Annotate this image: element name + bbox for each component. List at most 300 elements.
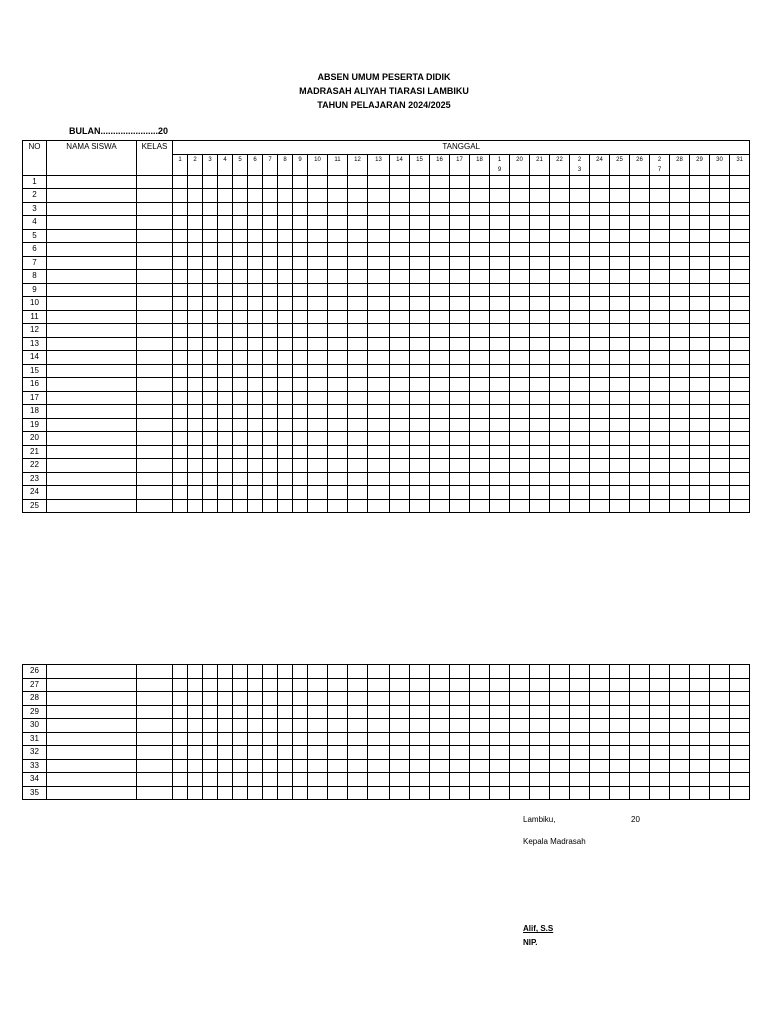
attendance-cell	[670, 445, 690, 459]
attendance-cell	[308, 705, 328, 719]
attendance-cell	[470, 786, 490, 800]
attendance-cell	[430, 692, 450, 706]
attendance-cell	[490, 297, 510, 311]
row-number: 21	[23, 445, 47, 459]
attendance-cell	[490, 337, 510, 351]
attendance-cell	[530, 719, 550, 733]
attendance-cell	[510, 786, 530, 800]
attendance-cell	[203, 243, 218, 257]
attendance-cell	[218, 759, 233, 773]
attendance-cell	[530, 202, 550, 216]
attendance-cell	[203, 310, 218, 324]
attendance-cell	[570, 378, 590, 392]
attendance-cell	[308, 692, 328, 706]
attendance-cell	[248, 665, 263, 679]
attendance-cell	[610, 746, 630, 760]
attendance-cell	[470, 678, 490, 692]
attendance-cell	[690, 773, 710, 787]
attendance-cell	[630, 719, 650, 733]
attendance-cell	[368, 283, 390, 297]
attendance-cell	[263, 445, 278, 459]
attendance-cell	[203, 391, 218, 405]
attendance-cell	[510, 189, 530, 203]
attendance-cell	[188, 270, 203, 284]
attendance-cell	[630, 786, 650, 800]
attendance-cell	[610, 773, 630, 787]
attendance-cell	[390, 459, 410, 473]
attendance-cell	[430, 189, 450, 203]
attendance-cell	[730, 445, 750, 459]
attendance-cell	[530, 364, 550, 378]
attendance-cell	[470, 719, 490, 733]
attendance-cell	[218, 786, 233, 800]
table-row	[23, 418, 750, 432]
attendance-cell	[590, 391, 610, 405]
student-name-cell	[47, 759, 137, 773]
attendance-cell	[390, 405, 410, 419]
class-cell	[137, 459, 173, 473]
attendance-cell	[173, 283, 188, 297]
attendance-cell	[293, 405, 308, 419]
attendance-cell	[348, 445, 368, 459]
attendance-cell	[430, 364, 450, 378]
attendance-cell	[730, 283, 750, 297]
attendance-cell	[173, 705, 188, 719]
attendance-cell	[550, 405, 570, 419]
attendance-cell	[233, 432, 248, 446]
attendance-cell	[710, 391, 730, 405]
attendance-cell	[218, 391, 233, 405]
attendance-cell	[368, 351, 390, 365]
attendance-cell	[293, 337, 308, 351]
attendance-cell	[348, 391, 368, 405]
attendance-cell	[490, 202, 510, 216]
signature-year: 20	[631, 815, 640, 824]
attendance-cell	[263, 499, 278, 513]
attendance-cell	[450, 175, 470, 189]
attendance-cell	[348, 243, 368, 257]
attendance-cell	[470, 391, 490, 405]
attendance-cell	[308, 732, 328, 746]
attendance-cell	[470, 337, 490, 351]
attendance-cell	[390, 189, 410, 203]
attendance-cell	[450, 405, 470, 419]
attendance-cell	[610, 256, 630, 270]
attendance-cell	[710, 337, 730, 351]
attendance-cell	[263, 202, 278, 216]
attendance-cell	[710, 189, 730, 203]
attendance-cell	[308, 337, 328, 351]
table-row	[23, 759, 750, 773]
attendance-cell	[410, 310, 430, 324]
attendance-cell	[248, 202, 263, 216]
attendance-cell	[173, 432, 188, 446]
attendance-cell	[218, 378, 233, 392]
attendance-cell	[173, 243, 188, 257]
attendance-cell	[450, 189, 470, 203]
table-row	[23, 391, 750, 405]
attendance-cell	[368, 324, 390, 338]
attendance-cell	[610, 705, 630, 719]
attendance-cell	[173, 391, 188, 405]
attendance-cell	[690, 297, 710, 311]
attendance-cell	[730, 378, 750, 392]
attendance-cell	[348, 283, 368, 297]
attendance-cell	[630, 486, 650, 500]
attendance-cell	[410, 364, 430, 378]
attendance-cell	[263, 705, 278, 719]
attendance-cell	[590, 270, 610, 284]
table-row	[23, 175, 750, 189]
attendance-cell	[550, 283, 570, 297]
attendance-cell	[248, 283, 263, 297]
attendance-cell	[510, 665, 530, 679]
attendance-cell	[590, 405, 610, 419]
attendance-cell	[430, 665, 450, 679]
attendance-cell	[278, 405, 293, 419]
attendance-cell	[173, 486, 188, 500]
attendance-cell	[550, 351, 570, 365]
attendance-cell	[650, 759, 670, 773]
attendance-cell	[610, 270, 630, 284]
attendance-cell	[293, 351, 308, 365]
attendance-cell	[690, 445, 710, 459]
attendance-cell	[293, 175, 308, 189]
attendance-cell	[490, 270, 510, 284]
student-name-cell	[47, 229, 137, 243]
attendance-cell	[630, 432, 650, 446]
attendance-cell	[690, 705, 710, 719]
attendance-cell	[630, 445, 650, 459]
attendance-cell	[470, 472, 490, 486]
attendance-cell	[570, 391, 590, 405]
attendance-cell	[530, 229, 550, 243]
attendance-cell	[430, 499, 450, 513]
attendance-cell	[203, 405, 218, 419]
attendance-cell	[173, 418, 188, 432]
attendance-cell	[730, 189, 750, 203]
attendance-cell	[570, 189, 590, 203]
attendance-cell	[233, 719, 248, 733]
attendance-cell	[233, 351, 248, 365]
attendance-cell	[730, 270, 750, 284]
attendance-cell	[730, 786, 750, 800]
attendance-cell	[650, 189, 670, 203]
attendance-cell	[670, 418, 690, 432]
attendance-cell	[650, 256, 670, 270]
attendance-cell	[173, 719, 188, 733]
attendance-cell	[690, 202, 710, 216]
table-row	[23, 678, 750, 692]
attendance-cell	[610, 391, 630, 405]
attendance-cell	[550, 175, 570, 189]
attendance-cell	[630, 270, 650, 284]
attendance-cell	[610, 351, 630, 365]
attendance-cell	[610, 189, 630, 203]
attendance-cell	[263, 486, 278, 500]
attendance-cell	[308, 746, 328, 760]
attendance-cell	[730, 391, 750, 405]
attendance-cell	[450, 418, 470, 432]
attendance-cell	[278, 432, 293, 446]
attendance-cell	[218, 445, 233, 459]
attendance-cell	[218, 692, 233, 706]
attendance-cell	[368, 229, 390, 243]
attendance-cell	[218, 405, 233, 419]
attendance-cell	[278, 391, 293, 405]
attendance-cell	[670, 732, 690, 746]
attendance-cell	[590, 472, 610, 486]
attendance-cell	[490, 472, 510, 486]
attendance-cell	[730, 256, 750, 270]
attendance-cell	[278, 678, 293, 692]
attendance-cell	[293, 310, 308, 324]
attendance-cell	[188, 256, 203, 270]
attendance-cell	[650, 324, 670, 338]
attendance-cell	[278, 202, 293, 216]
attendance-cell	[390, 432, 410, 446]
attendance-cell	[233, 283, 248, 297]
day-header-16: 16	[430, 154, 450, 175]
student-name-cell	[47, 364, 137, 378]
attendance-cell	[570, 175, 590, 189]
attendance-cell	[348, 189, 368, 203]
attendance-cell	[430, 351, 450, 365]
attendance-cell	[173, 746, 188, 760]
attendance-cell	[570, 746, 590, 760]
attendance-cell	[328, 364, 348, 378]
attendance-cell	[390, 692, 410, 706]
table-row	[23, 786, 750, 800]
day-header-8: 8	[278, 154, 293, 175]
attendance-cell	[390, 243, 410, 257]
attendance-cell	[218, 337, 233, 351]
attendance-cell	[293, 732, 308, 746]
table-row	[23, 202, 750, 216]
attendance-cell	[430, 486, 450, 500]
attendance-cell	[348, 692, 368, 706]
attendance-cell	[293, 202, 308, 216]
attendance-cell	[730, 665, 750, 679]
attendance-cell	[203, 351, 218, 365]
attendance-cell	[233, 297, 248, 311]
attendance-cell	[550, 243, 570, 257]
attendance-cell	[690, 351, 710, 365]
attendance-cell	[410, 499, 430, 513]
attendance-cell	[610, 732, 630, 746]
attendance-cell	[510, 773, 530, 787]
attendance-cell	[730, 432, 750, 446]
attendance-cell	[203, 216, 218, 230]
attendance-cell	[410, 391, 430, 405]
attendance-cell	[430, 459, 450, 473]
attendance-cell	[248, 175, 263, 189]
attendance-cell	[590, 229, 610, 243]
attendance-cell	[690, 719, 710, 733]
day-header-3: 3	[203, 154, 218, 175]
attendance-cell	[630, 391, 650, 405]
attendance-cell	[218, 270, 233, 284]
attendance-cell	[278, 786, 293, 800]
attendance-cell	[308, 432, 328, 446]
attendance-cell	[368, 189, 390, 203]
attendance-cell	[263, 786, 278, 800]
attendance-cell	[590, 746, 610, 760]
attendance-cell	[650, 773, 670, 787]
attendance-cell	[390, 732, 410, 746]
attendance-cell	[390, 378, 410, 392]
class-cell	[137, 678, 173, 692]
attendance-cell	[630, 759, 650, 773]
attendance-cell	[430, 786, 450, 800]
table-row	[23, 297, 750, 311]
attendance-cell	[308, 364, 328, 378]
attendance-cell	[450, 665, 470, 679]
attendance-cell	[490, 692, 510, 706]
attendance-cell	[690, 692, 710, 706]
attendance-cell	[188, 719, 203, 733]
attendance-cell	[710, 705, 730, 719]
attendance-cell	[328, 705, 348, 719]
attendance-table-part-2	[22, 664, 750, 800]
attendance-cell	[218, 324, 233, 338]
attendance-cell	[203, 324, 218, 338]
attendance-cell	[173, 216, 188, 230]
attendance-cell	[203, 499, 218, 513]
attendance-cell	[278, 310, 293, 324]
attendance-cell	[218, 773, 233, 787]
attendance-cell	[650, 432, 670, 446]
table-row	[23, 432, 750, 446]
attendance-cell	[470, 270, 490, 284]
day-header-19: 1 9	[490, 154, 510, 175]
attendance-cell	[470, 351, 490, 365]
attendance-cell	[203, 786, 218, 800]
attendance-cell	[490, 665, 510, 679]
attendance-cell	[233, 391, 248, 405]
attendance-cell	[430, 202, 450, 216]
student-name-cell	[47, 202, 137, 216]
attendance-cell	[450, 202, 470, 216]
attendance-cell	[730, 472, 750, 486]
attendance-cell	[550, 705, 570, 719]
attendance-cell	[530, 324, 550, 338]
day-header-30: 30	[710, 154, 730, 175]
attendance-cell	[188, 297, 203, 311]
attendance-cell	[368, 786, 390, 800]
attendance-cell	[203, 746, 218, 760]
attendance-cell	[203, 364, 218, 378]
attendance-cell	[348, 499, 368, 513]
attendance-cell	[248, 432, 263, 446]
attendance-cell	[248, 692, 263, 706]
attendance-cell	[328, 351, 348, 365]
attendance-cell	[530, 459, 550, 473]
attendance-cell	[308, 719, 328, 733]
attendance-cell	[610, 499, 630, 513]
attendance-cell	[530, 283, 550, 297]
class-cell	[137, 705, 173, 719]
attendance-cell	[368, 773, 390, 787]
attendance-cell	[590, 351, 610, 365]
class-cell	[137, 378, 173, 392]
attendance-cell	[308, 351, 328, 365]
attendance-cell	[690, 175, 710, 189]
table-row	[23, 229, 750, 243]
class-cell	[137, 759, 173, 773]
attendance-cell	[710, 486, 730, 500]
attendance-cell	[730, 705, 750, 719]
attendance-cell	[630, 732, 650, 746]
attendance-cell	[390, 678, 410, 692]
attendance-cell	[293, 216, 308, 230]
attendance-cell	[293, 243, 308, 257]
day-header-18: 18	[470, 154, 490, 175]
row-number: 17	[23, 391, 47, 405]
day-header-25: 25	[610, 154, 630, 175]
attendance-cell	[368, 746, 390, 760]
attendance-cell	[710, 773, 730, 787]
attendance-cell	[263, 256, 278, 270]
attendance-cell	[470, 418, 490, 432]
attendance-cell	[490, 746, 510, 760]
attendance-cell	[203, 459, 218, 473]
row-number: 31	[23, 732, 47, 746]
day-header-6: 6	[248, 154, 263, 175]
attendance-cell	[490, 705, 510, 719]
attendance-cell	[203, 773, 218, 787]
attendance-cell	[450, 283, 470, 297]
attendance-cell	[570, 216, 590, 230]
attendance-cell	[410, 472, 430, 486]
attendance-cell	[203, 705, 218, 719]
attendance-cell	[470, 256, 490, 270]
attendance-cell	[630, 665, 650, 679]
attendance-cell	[348, 705, 368, 719]
attendance-cell	[368, 459, 390, 473]
attendance-cell	[570, 418, 590, 432]
attendance-cell	[710, 405, 730, 419]
attendance-cell	[293, 665, 308, 679]
attendance-cell	[263, 405, 278, 419]
attendance-cell	[450, 719, 470, 733]
attendance-cell	[690, 665, 710, 679]
attendance-cell	[650, 692, 670, 706]
attendance-cell	[308, 499, 328, 513]
attendance-cell	[630, 189, 650, 203]
attendance-cell	[570, 759, 590, 773]
attendance-cell	[470, 243, 490, 257]
attendance-cell	[650, 418, 670, 432]
attendance-cell	[590, 283, 610, 297]
class-cell	[137, 732, 173, 746]
attendance-cell	[710, 746, 730, 760]
attendance-cell	[610, 692, 630, 706]
attendance-cell	[293, 459, 308, 473]
attendance-cell	[550, 665, 570, 679]
attendance-cell	[410, 486, 430, 500]
attendance-cell	[218, 351, 233, 365]
student-name-cell	[47, 310, 137, 324]
attendance-cell	[348, 324, 368, 338]
attendance-cell	[490, 786, 510, 800]
student-name-cell	[47, 432, 137, 446]
attendance-cell	[173, 189, 188, 203]
attendance-cell	[710, 499, 730, 513]
day-header-12: 12	[348, 154, 368, 175]
attendance-cell	[348, 297, 368, 311]
table-row	[23, 692, 750, 706]
